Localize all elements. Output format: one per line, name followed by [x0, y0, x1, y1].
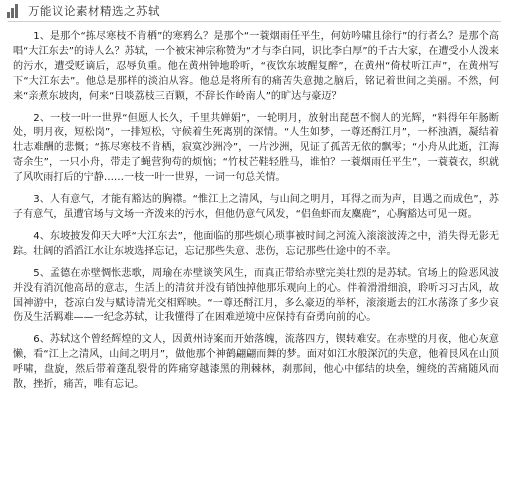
paragraph-2: 2、一枝一叶一世界“但愿人长久，千里共婵娟”，一轮明月，放射出琵琶不悯人的光辉，“料得年年肠断处，明月夜，短松岗”，一排短松，守候着生死离别的深情。“人生如梦，一尊还酹江月”，一杯浊酒，凝结着壮志难酬的悲慨；“拣尽寒枝不肯栖，寂寞沙洲冷”，一片沙洲，见证了孤苦无依的飘零；“小舟从此逝，江海寄余生”，一只小舟，带走了蝇营狗苟的烦恼；“竹杖芒鞋轻胜马，谁怕？一蓑烟雨任平生”，一蓑蓑衣，织就了风吹雨打后的宁静……一枝一叶一世界，一词一句总关情。 [13, 112, 499, 184]
article-body [13, 30, 499, 400]
paragraph-5: 5、孟德在赤壁惆怅悲歌，周瑜在赤壁谈笑风生，而真正带给赤壁完美壮烈的是苏轼。官场上的险恶风波并没有消沉他高昂的意志，生活上的清贫并没有销蚀掉他那乐观向上的心。伴着滑滑细浪，聆听习习古风，故国神游中，苍凉白发与赋诗清光交相辉映。“一尊还酹江月，多么豪迈的举杯，滚滚逝去的江水荡涤了多少哀伤及生活羁难——一纪念苏轼，让我懂得了在困难逆境中应保持有奋勇向前的心。 [13, 267, 499, 324]
paragraph-1: 1、是那个“拣尽寒枝不肯栖”的寒鸦么？是那个“一蓑烟雨任平生，何妨吟啸且徐行”的行者么？是那个高唱“大江东去”的诗人么？苏轼，一个被宋神宗称赞为“才与李白同，识比李白厚”的千古大家，在遭受小人泼来的污水，遭受贬谪后，忍辱负重。他在黄州钟地聆听，“夜饮东坡醒复醉”，在黄州“倚杖听江声”，在黄州写下“大江东去”。他总是那样的淡泊从容。他总是将所有的痛苦失意抛之脑后，铭记着世间之美丽。不然，何来“亲煮东坡肉，何来“日啖荔枝三百颗，不辞长作岭南人”的旷达与豪迈？ [13, 31, 499, 102]
paragraph-6: 6、苏轼这个曾经辉煌的文人，因黄州诗案而开始落魄，流落四方，锲转难安。在赤壁的月夜，他心灰意懒，看“江上之清风，山间之明月”，做他那个神鹤翩翩而舞的梦。面对如江水般深沉的失意，他着艮风在山顶呼啸，盘旋，然后带着蓬乱裂骨的阵痛穿越漆黑的荆棘林，刹那间，他心中郁结的块垒，缠绕的苦痛随风而散，挫折，痛苦，唯有忘记。 [13, 334, 499, 391]
paragraph-3: 3、人有意气，才能有豁达的胸襟。“惟江上之清风，与山间之明月，耳得之而为声，目遇之而成色”，苏子有意气，虽遭官场与文场一齐泼来的污水，但他仍意气风发，“侣鱼虾而友麋鹿”，心胸豁达可见一斑。 [13, 194, 499, 220]
paragraph-4: 4、东坡披发仰天大呼“大江东去”，他面临的那些烦心琐事被时间之河流入滚滚波涛之中，消失得无影无踪。壮阔的滔滔江水让东坡选择忘记，忘记那些失意、悲伤，忘记那些仕途中的不幸。 [13, 230, 499, 257]
bar-logo-icon [7, 4, 21, 18]
header-divider [8, 21, 501, 22]
article-title: 万能议论素材精选之苏轼 [28, 4, 160, 18]
article-header [0, 0, 507, 22]
